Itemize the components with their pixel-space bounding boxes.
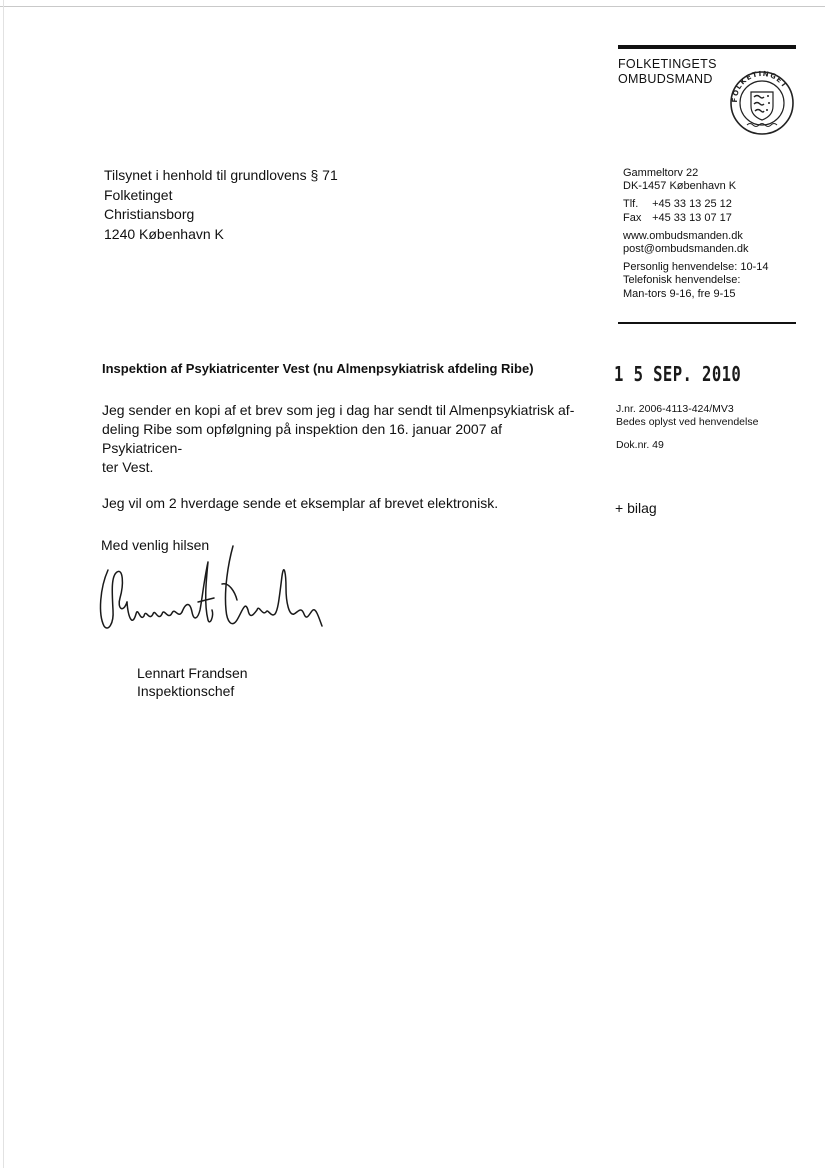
contact-city: DK-1457 København K <box>623 180 737 193</box>
hours-personal: Personlig henvendelse: 10-14 <box>623 261 769 274</box>
handwritten-signature <box>96 540 336 650</box>
website-link: www.ombudsmanden.dk <box>623 229 743 242</box>
recipient-address <box>104 166 338 244</box>
contact-phone-row <box>623 198 769 211</box>
recipient-line1: Tilsynet i henhold til grundlovens § 71 <box>104 167 338 183</box>
signer-title: Inspektionschef <box>137 683 235 699</box>
contact-fax-row <box>623 212 769 225</box>
email-link: post@ombudsmanden.dk <box>623 243 749 256</box>
body-paragraph-1 <box>102 401 582 477</box>
paragraph1-line1: Jeg sender en kopi af et brev som jeg i dag har sendt til Almenpsykiatrisk af- <box>102 402 575 418</box>
recipient-line3: Christiansborg <box>104 206 195 222</box>
organization-name-line1: FOLKETINGETS <box>618 57 717 71</box>
letter-body <box>102 401 582 513</box>
letterhead-top-rule <box>618 45 796 49</box>
fax-number: +45 33 13 07 17 <box>652 211 732 224</box>
attachment-note: + bilag <box>615 500 657 516</box>
svg-text:FOLKETINGET: FOLKETINGET <box>730 70 789 103</box>
contact-block <box>623 167 769 306</box>
recipient-line2: Folketinget <box>104 186 173 203</box>
reference-note: Bedes oplyst ved henvendelse <box>616 416 759 428</box>
signer-name: Lennart Frandsen <box>137 665 248 681</box>
contact-street: Gammeltorv 22 <box>623 167 699 179</box>
phone-label: Tlf. <box>623 198 639 211</box>
letterhead-bottom-rule <box>618 322 796 324</box>
document-number: Dok.nr. 49 <box>616 439 664 451</box>
parliament-seal-icon <box>729 70 795 136</box>
hours-phone-label: Telefonisk henvendelse: <box>623 274 741 287</box>
paragraph1-line3: ter Vest. <box>102 459 154 475</box>
scan-edge-top <box>0 6 825 7</box>
closing-greeting: Med venlig hilsen <box>101 537 210 553</box>
fax-label: Fax <box>623 211 642 224</box>
organization-name-line2: OMBUDSMAND <box>618 72 713 86</box>
body-paragraph-2: Jeg vil om 2 hverdage sende et eksemplar af brevet elektronisk. <box>102 495 499 511</box>
reference-block <box>616 403 758 452</box>
scan-edge-left <box>3 0 4 1168</box>
phone-number: +45 33 13 25 12 <box>652 198 732 211</box>
recipient-line4: 1240 København K <box>104 225 224 242</box>
letter-subject: Inspektion af Psykiatricenter Vest (nu Almenpsykiatrisk afdeling Ribe) <box>102 361 534 376</box>
paragraph1-line2: deling Ribe som opfølgning på inspektion den 16. januar 2007 af Psykiatricen- <box>102 421 503 456</box>
journal-number: J.nr. 2006-4113-424/MV3 <box>616 403 734 415</box>
organization-name <box>618 57 717 87</box>
hours-phone: Man-tors 9-16, fre 9-15 <box>623 287 736 300</box>
signer-block <box>137 664 248 700</box>
date-stamp: 1 5 SEP. 2010 <box>614 362 742 386</box>
